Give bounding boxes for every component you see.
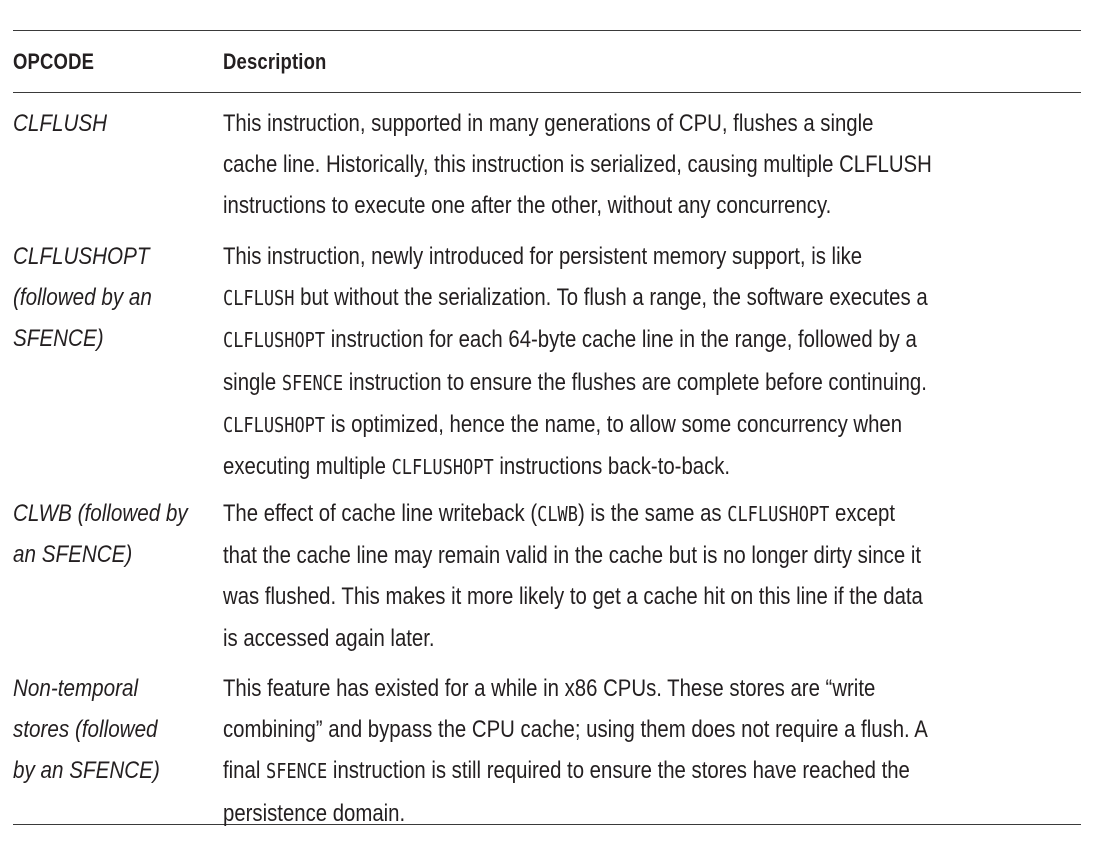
description-fragment: This instruction, supported in many generations of CPU, flushes a single (223, 110, 874, 137)
description-line (223, 144, 951, 185)
opcode-table (13, 30, 1081, 825)
code-term: CLFLUSH (223, 286, 295, 311)
opcode-cell (13, 668, 223, 792)
opcode-line: (followed by an (13, 284, 152, 312)
description-fragment: instruction for each 64-byte cache line in the range, followed by a (325, 326, 917, 354)
description-cell (223, 668, 1081, 834)
description-fragment: that the cache line may remain valid in the cache but is no longer dirty since it (223, 542, 921, 570)
description-line (223, 236, 951, 277)
code-term: CLWB (537, 502, 578, 526)
description-fragment: persistence domain. (223, 799, 406, 827)
opcode-line: by an SFENCE) (13, 757, 160, 785)
table-row (13, 227, 1081, 484)
description-line (223, 793, 951, 834)
description-fragment: except (829, 500, 896, 527)
description-fragment: final (223, 757, 266, 785)
description-fragment: executing multiple (223, 453, 392, 481)
header-opcode-cell (13, 49, 223, 75)
description-line (223, 277, 951, 319)
code-term: CLFLUSHOPT (391, 455, 494, 480)
code-term: SFENCE (281, 370, 344, 395)
opcode-text (13, 236, 223, 360)
description-fragment: but without the serialization. To flush a range, the software executes a (294, 284, 928, 312)
description-fragment: cache line. Historically, this instruction is serialized, causing multiple CLFLUSH (223, 151, 932, 179)
opcode-line: stores (followed (13, 716, 158, 744)
description-fragment: single (223, 368, 282, 396)
header-description-cell (223, 49, 1081, 75)
description-fragment: is accessed again later. (223, 624, 435, 652)
description-fragment: combining” and bypass the CPU cache; using them does not require a flush. A (223, 716, 928, 744)
description-text (223, 668, 1081, 834)
description-line (223, 185, 951, 226)
description-text (223, 493, 1081, 659)
description-cell (223, 103, 1081, 227)
code-term: CLFLUSHOPT (223, 412, 326, 437)
header-description: Description (223, 48, 327, 74)
description-fragment: is optimized, hence the name, to allow some concurrency when (325, 410, 903, 438)
description-fragment: instruction is still required to ensure the stores have reached the (327, 757, 910, 785)
description-cell (223, 493, 1081, 659)
description-fragment: ) is the same as (577, 500, 728, 527)
description-line (223, 709, 951, 750)
description-line (223, 493, 951, 535)
description-line (223, 535, 951, 576)
description-text (223, 103, 1081, 227)
opcode-text (13, 103, 223, 144)
opcode-line: SFENCE) (13, 325, 104, 353)
table-row (13, 484, 1081, 658)
opcode-line: CLFLUSHOPT (13, 243, 150, 270)
opcode-text (13, 493, 223, 575)
code-term: CLFLUSHOPT (727, 502, 830, 526)
description-fragment: This instruction, newly introduced for persistent memory support, is like (223, 243, 863, 270)
table-row (13, 93, 1081, 227)
opcode-line: CLFLUSH (13, 110, 108, 137)
description-line (223, 446, 951, 488)
description-fragment: instruction to ensure the flushes are complete before continuing. (343, 368, 927, 396)
description-line (223, 319, 951, 361)
opcode-text (13, 668, 223, 792)
description-line (223, 103, 951, 144)
opcode-line: an SFENCE) (13, 541, 133, 569)
table-header (13, 31, 1081, 93)
description-line (223, 668, 951, 709)
code-term: SFENCE (265, 759, 328, 784)
description-line (223, 404, 951, 446)
opcode-cell (13, 103, 223, 144)
code-term: CLFLUSHOPT (223, 328, 326, 353)
table-row (13, 658, 1081, 827)
description-fragment: This feature has existed for a while in x86 CPUs. These stores are “write (223, 675, 876, 702)
opcode-line: CLWB (followed by (13, 500, 188, 527)
description-line (223, 750, 951, 792)
opcode-cell (13, 236, 223, 360)
description-fragment: was flushed. This makes it more likely to get a cache hit on this line if the data (223, 583, 923, 611)
description-line (223, 618, 951, 659)
description-fragment: instructions back-to-back. (493, 453, 731, 481)
opcode-cell (13, 493, 223, 575)
description-line (223, 362, 951, 404)
opcode-line: Non-temporal (13, 675, 139, 702)
description-fragment: instructions to execute one after the other, without any concurrency. (223, 192, 832, 220)
description-text (223, 236, 1081, 488)
header-opcode: OPCODE (13, 48, 95, 74)
description-cell (223, 236, 1081, 488)
description-fragment: The effect of cache line writeback ( (223, 500, 538, 527)
description-line (223, 576, 951, 617)
